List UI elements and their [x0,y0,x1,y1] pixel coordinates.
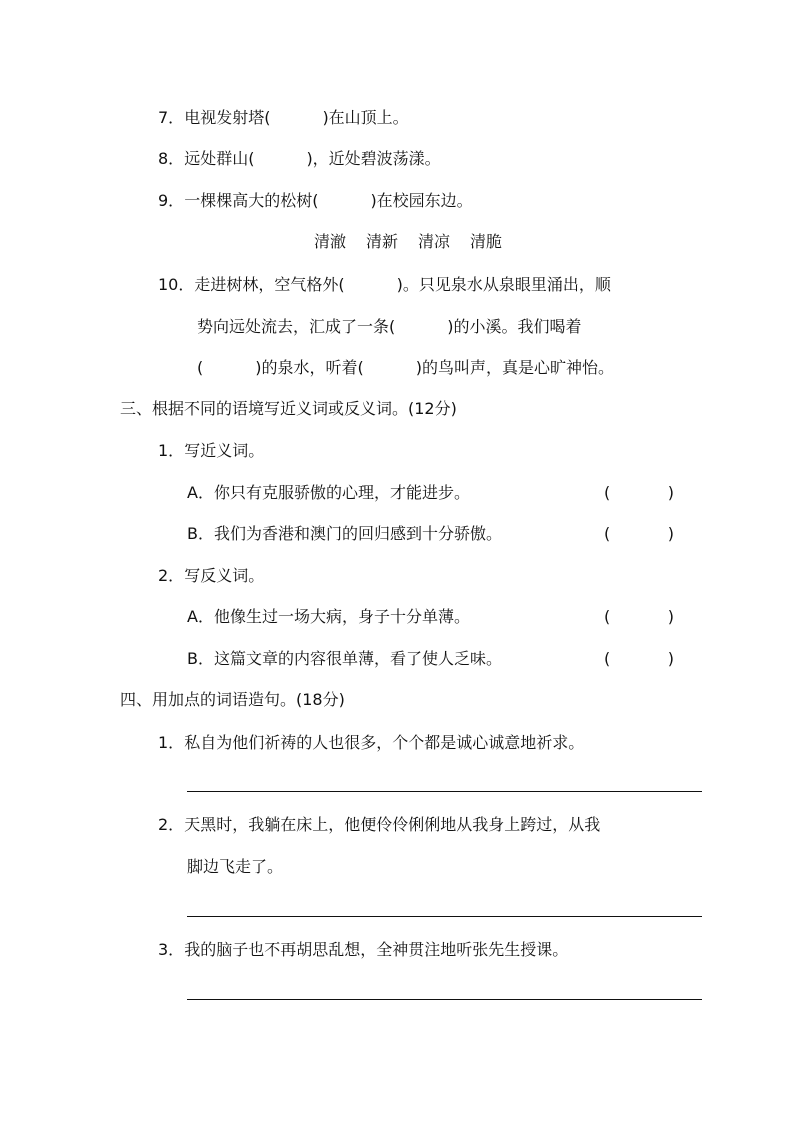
answer-paren-2b[interactable]: ( ) [604,649,674,668]
item-10-line-2: 势向远处流去，汇成了一条( )的小溪。我们喝着 [197,317,582,336]
section-3-item-1a: A．你只有克服骄傲的心理，才能进步。 [187,483,470,502]
answer-line-1[interactable] [187,791,702,792]
section-3-item-1b: B．我们为香港和澳门的回归感到十分骄傲。 [187,524,502,543]
section-4-question-2: 2．天黑时，我躺在床上，他便伶伶俐俐地从我身上跨过，从我 [158,815,601,834]
section-3-heading: 三、根据不同的语境写近义词或反义词。(12分) [120,399,457,418]
item-7: 7．电视发射塔( )在山顶上。 [158,108,409,127]
item-9: 9．一棵棵高大的松树( )在校园东边。 [158,191,473,210]
word-option: 清脆 [470,232,503,251]
item-8: 8．远处群山( )，近处碧波荡漾。 [158,149,441,168]
item-10-line-3: ( )的泉水，听着( )的鸟叫声，真是心旷神怡。 [197,358,614,377]
section-4-question-3: 3．我的脑子也不再胡思乱想，全神贯注地听张先生授课。 [158,940,569,959]
section-4-question-1: 1．私自为他们祈祷的人也很多，个个都是诚心诚意地祈求。 [158,733,585,752]
answer-paren-1a[interactable]: ( ) [604,483,674,502]
answer-line-3[interactable] [187,999,702,1000]
answer-paren-1b[interactable]: ( ) [604,524,674,543]
word-bank [314,232,502,252]
section-3-item-2b: B．这篇文章的内容很单薄，看了使人乏味。 [187,649,502,668]
section-3-item-2a: A．他像生过一场大病，身子十分单薄。 [187,607,470,626]
answer-paren-2a[interactable]: ( ) [604,607,674,626]
section-3-part-1: 1．写近义词。 [158,441,265,460]
item-10-line-1: 10．走进树林，空气格外( )。只见泉水从泉眼里涌出，顺 [158,275,611,294]
section-3-part-2: 2．写反义词。 [158,566,265,585]
section-4-question-2-cont: 脚边飞走了。 [187,857,284,876]
word-option: 清凉 [418,232,451,251]
word-option: 清澈 [314,232,347,251]
word-option: 清新 [366,232,399,251]
answer-line-2[interactable] [187,916,702,917]
section-4-heading: 四、用加点的词语造句。(18分) [120,690,345,709]
